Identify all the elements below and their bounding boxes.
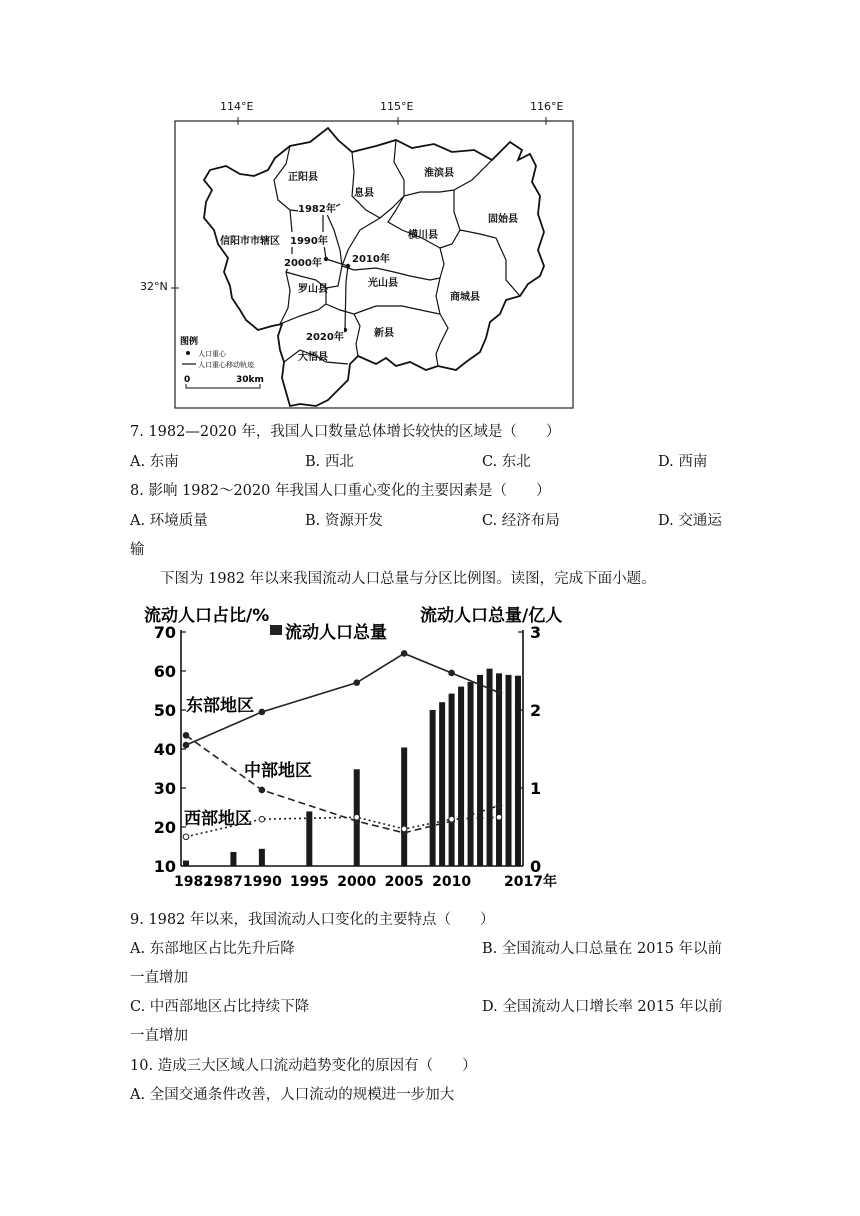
scale-zero: 0 [184, 375, 191, 385]
series-point-2 [183, 834, 189, 840]
bar-2008 [430, 710, 436, 866]
series-point-1 [259, 787, 265, 793]
county-shangcheng: 商城县 [450, 292, 480, 303]
q9-option-b-continuation: 一直增加 [130, 970, 188, 986]
bar-1990 [259, 849, 265, 866]
series-point-2 [354, 814, 360, 820]
right-tick-label: 0 [530, 857, 542, 876]
bar-2010 [449, 694, 455, 866]
q9-option-b: B. 全国流动人口总量在 2015 年以前 [482, 941, 722, 957]
left-axis-title: 流动人口占比/% [144, 606, 270, 626]
series-point-0 [449, 670, 455, 676]
q7-option-c: C. 东北 [482, 454, 531, 470]
county-map-figure [140, 100, 580, 412]
lat-label-32n: 32°N [140, 280, 168, 293]
bar-legend-swatch [270, 625, 282, 635]
county-xin: 新县 [374, 328, 394, 339]
legend-title: 图例 [180, 337, 199, 347]
lon-label-114: 114°E [220, 100, 254, 113]
lon-label-115: 115°E [380, 100, 414, 113]
q10-stem: 10. 造成三大区域人口流动趋势变化的原因有（ ） [130, 1058, 477, 1074]
legend-dot-icon [186, 351, 190, 355]
chart-intro: 下图为 1982 年以来我国流动人口总量与分区比例图。读图，完成下面小题。 [160, 571, 656, 587]
left-tick-label: 70 [153, 623, 176, 642]
q7-option-d: D. 西南 [658, 454, 708, 470]
series-point-2 [401, 826, 407, 832]
q8-option-b: B. 资源开发 [305, 513, 383, 529]
left-tick-label: 40 [153, 740, 176, 759]
bar-1995 [306, 811, 312, 866]
county-luoshan: 罗山县 [298, 284, 328, 295]
q7-option-b: B. 西北 [305, 454, 354, 470]
left-tick-label: 50 [153, 701, 176, 720]
q9-option-c: C. 中西部地区占比持续下降 [130, 999, 310, 1015]
q8-stem: 8. 影响 1982～2020 年我国人口重心变化的主要因素是（ ） [130, 483, 551, 499]
q9-stem: 9. 1982 年以来，我国流动人口变化的主要特点（ ） [130, 912, 495, 928]
year-1990: 1990年 [290, 232, 328, 247]
q9-option-a: A. 东部地区占比先升后降 [130, 941, 295, 957]
x-tick-label: 2005 [384, 874, 424, 890]
series-point-0 [401, 651, 407, 657]
x-tick-label: 2010 [432, 874, 472, 890]
scale-end: 30km [236, 375, 264, 385]
bar-2009 [439, 702, 445, 866]
bar-2017 [515, 676, 521, 866]
series-point-0 [496, 690, 502, 696]
q10-option-a: A. 全国交通条件改善，人口流动的规模进一步加大 [130, 1087, 455, 1103]
right-tick-label: 3 [530, 623, 542, 642]
county-huaibin: 淮滨县 [424, 168, 454, 179]
bar-legend-label: 流动人口总量 [285, 623, 387, 643]
series-label-east: 东部地区 [186, 696, 254, 716]
q8-option-d-continuation: 输 [130, 542, 145, 558]
bar-2012 [468, 682, 474, 866]
series-point-0 [354, 680, 360, 686]
right-tick-label: 1 [530, 779, 542, 798]
left-tick-label: 10 [153, 857, 176, 876]
x-tick-label: 2000 [337, 874, 377, 890]
q7-option-a: A. 东南 [130, 454, 179, 470]
series-point-0 [259, 709, 265, 715]
q8-option-a: A. 环境质量 [130, 513, 208, 529]
left-tick-label: 20 [153, 818, 176, 837]
q8-option-d: D. 交通运 [658, 513, 722, 529]
series-point-2 [496, 814, 502, 820]
series-label-west: 西部地区 [184, 809, 252, 829]
x-tick-label: 19871990 [203, 874, 282, 890]
x-tick-label: 1995 [289, 874, 329, 890]
year-2010: 2010年 [352, 250, 390, 265]
bar-2016 [506, 675, 512, 866]
right-axis-title: 流动人口总量/亿人 [420, 606, 563, 626]
series-point-2 [259, 816, 265, 822]
bar-1982 [183, 861, 189, 866]
q9-option-d-continuation: 一直增加 [130, 1028, 188, 1044]
left-tick-label: 60 [153, 662, 176, 681]
county-huangchuan: 横川县 [408, 230, 438, 241]
series-point-2 [449, 816, 455, 822]
bar-1987 [230, 852, 236, 866]
left-tick-label: 30 [153, 779, 176, 798]
migration-chart [140, 598, 570, 900]
q8-option-c: C. 经济布局 [482, 513, 560, 529]
series-point-0 [183, 742, 189, 748]
bar-2011 [458, 687, 464, 866]
county-zhengyang: 正阳县 [288, 172, 318, 183]
county-xinyang: 信阳市市辖区 [220, 236, 280, 247]
legend-line-label: 人口重心移动轨迹 [198, 361, 254, 369]
x-tick-label: 1982 [174, 874, 213, 890]
county-guangshan: 光山县 [368, 278, 398, 289]
bar-2015 [496, 673, 502, 866]
legend-dot-label: 人口重心 [198, 350, 226, 358]
point-2000 [324, 257, 328, 261]
q7-stem: 7. 1982—2020 年，我国人口数量总体增长较快的区域是（ ） [130, 424, 561, 440]
bar-2014 [487, 669, 493, 866]
year-2020: 2020年 [306, 328, 344, 343]
series-point-1 [183, 733, 189, 739]
county-xi: 息县 [354, 188, 374, 199]
right-tick-label: 2 [530, 701, 542, 720]
bar-2005 [401, 747, 407, 866]
year-2000: 2000年 [284, 254, 322, 269]
x-tick-label: 2017年 [504, 874, 557, 890]
q9-option-d: D. 全国流动人口增长率 2015 年以前 [482, 999, 723, 1015]
county-gushi: 固始县 [488, 214, 518, 225]
point-2010 [346, 264, 350, 268]
series-label-central: 中部地区 [244, 761, 312, 781]
year-1982: 1982年 [298, 200, 336, 215]
county-dawu: 大悟县 [298, 352, 328, 363]
lon-label-116: 116°E [530, 100, 564, 113]
series-point-1 [496, 803, 502, 809]
bar-2013 [477, 675, 483, 866]
